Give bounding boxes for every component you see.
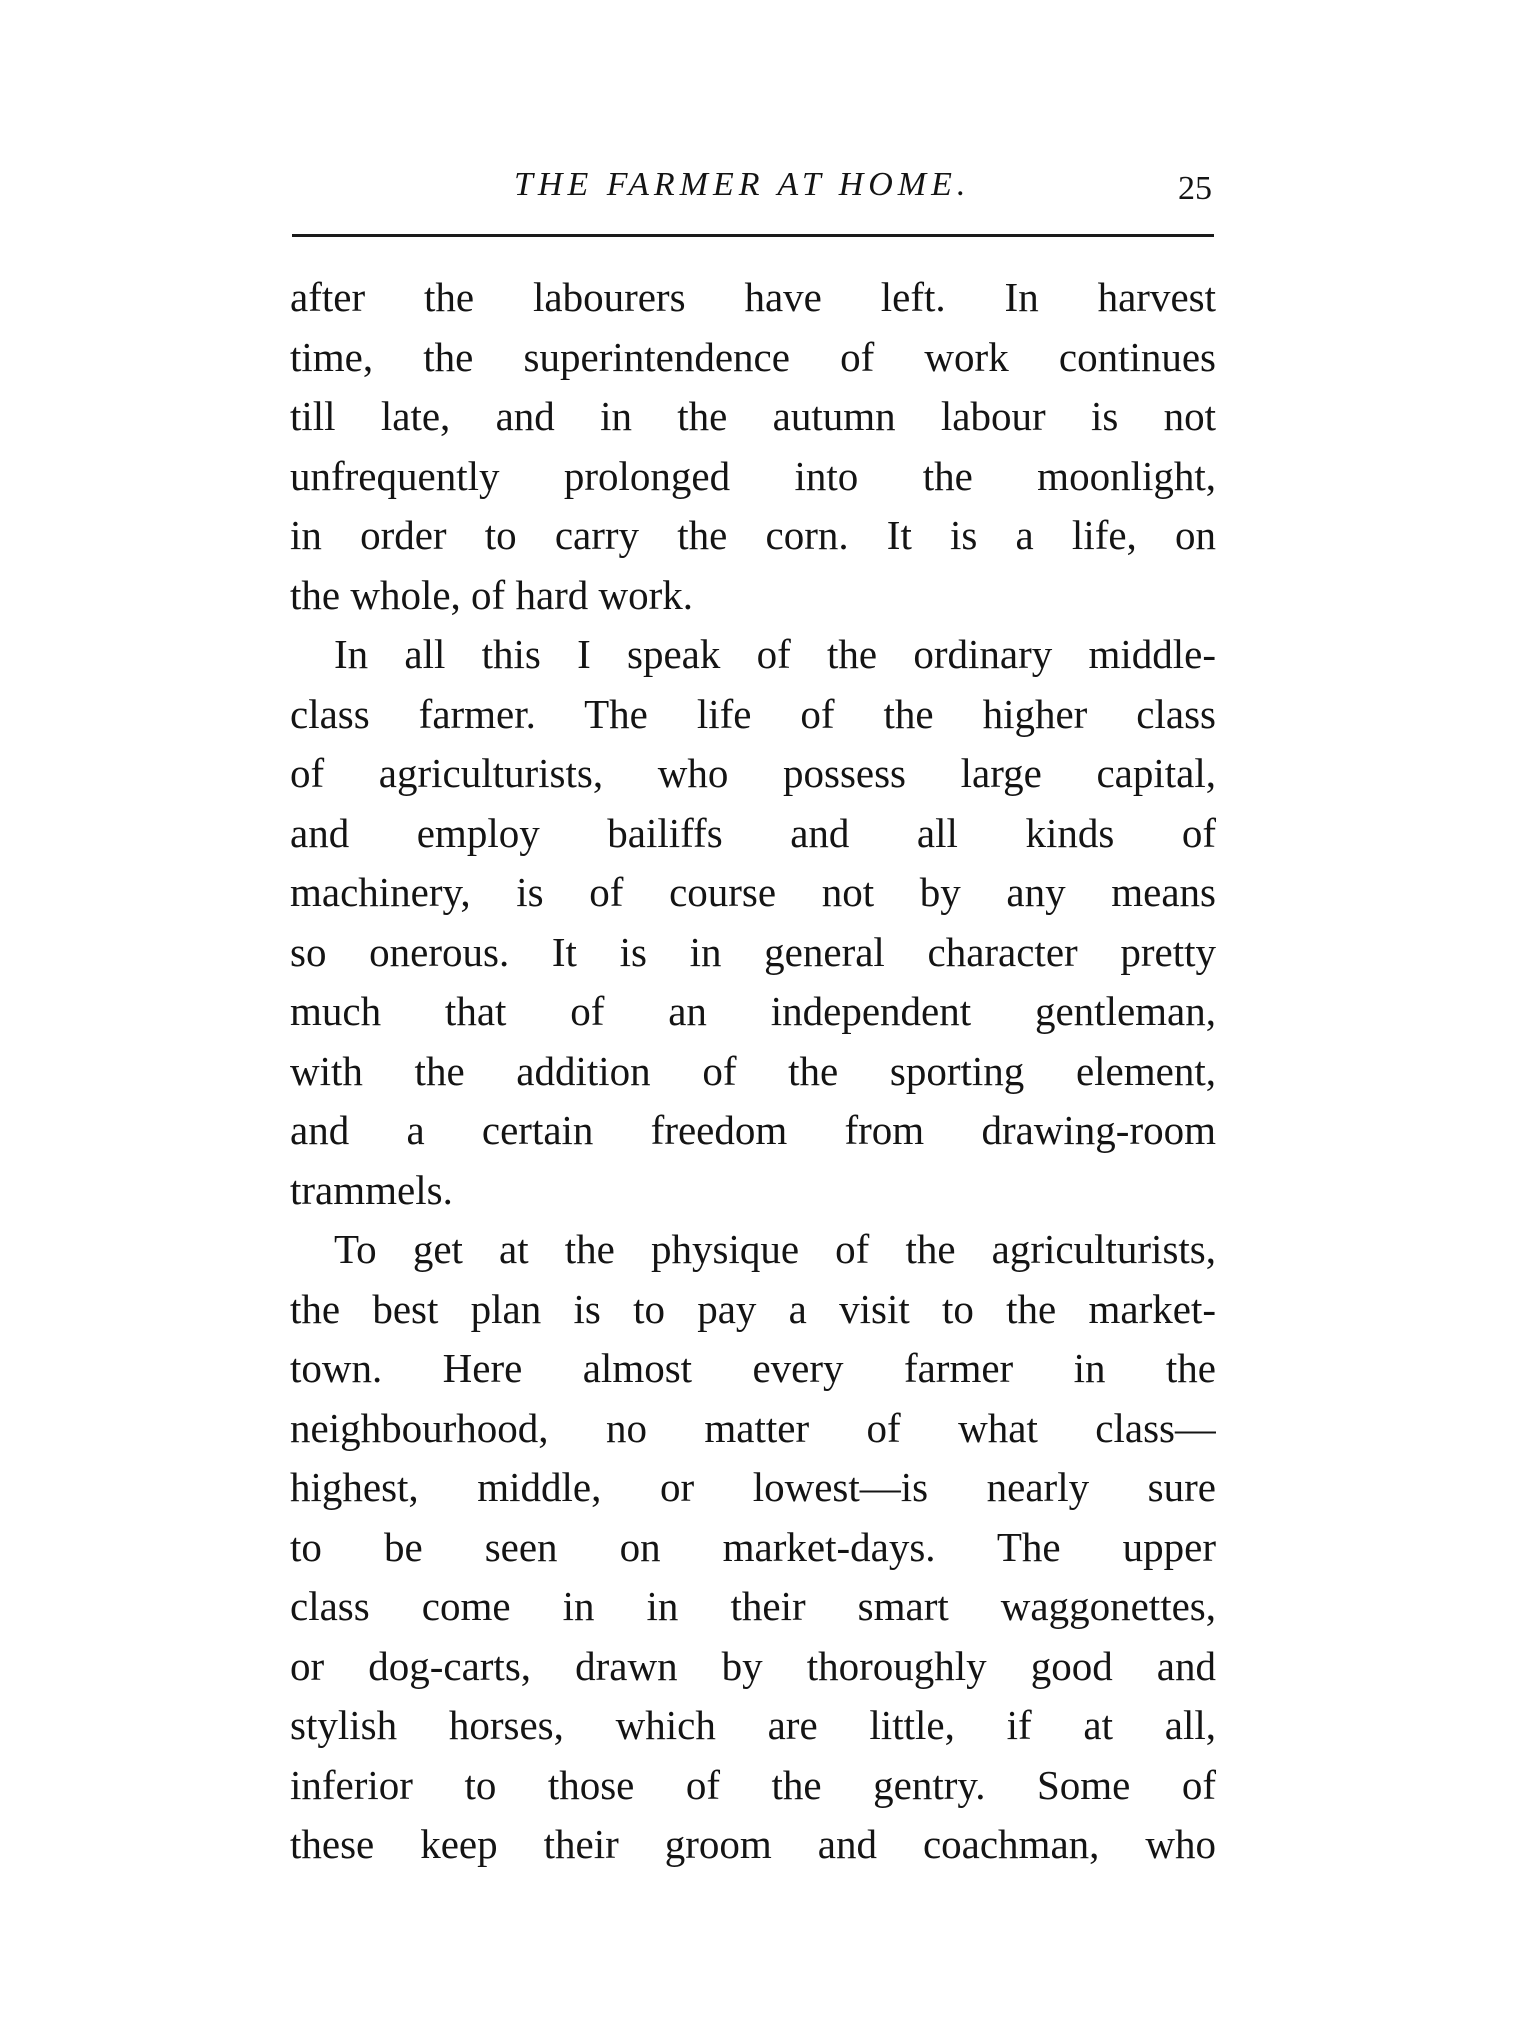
text-line: stylish horses, which are little, if at all, [290, 1702, 1216, 1748]
text-line: neighbourhood, no matter of what class— [290, 1404, 1216, 1451]
text-line: the whole, of hard work. [290, 571, 694, 618]
text-line: class come in in their smart waggonettes, [290, 1583, 1216, 1629]
text-line: To get at the physique of the agriculturists, [334, 1226, 1216, 1272]
text-line: highest, middle, or lowest—is nearly sure [290, 1464, 1216, 1510]
text-line: of agriculturists, who possess large capital, [290, 750, 1216, 796]
text-line: much that of an independent gentleman, [290, 988, 1216, 1034]
running-head [290, 166, 1220, 216]
text-line: so onerous. It is in general character pretty [290, 928, 1216, 975]
text-line: after the labourers have left. In harvest [290, 274, 1216, 320]
text-line: In all this I speak of the ordinary middle- [334, 631, 1216, 677]
text-line: unfrequently prolonged into the moonlight, [290, 452, 1216, 499]
text-line: machinery, is of course not by any means [290, 869, 1216, 915]
text-line: class farmer. The life of the higher class [290, 690, 1216, 737]
text-line: till late, and in the autumn labour is not [290, 393, 1216, 439]
running-title: THE FARMER AT HOME. [514, 166, 971, 203]
page-number: 25 [1178, 170, 1212, 207]
text-line: with the addition of the sporting element, [290, 1047, 1216, 1094]
text-line: trammels. [290, 1166, 453, 1213]
text-line: these keep their groom and coachman, who [290, 1821, 1216, 1867]
text-line: town. Here almost every farmer in the [290, 1345, 1216, 1391]
text-line: time, the superintendence of work continues [290, 333, 1216, 380]
text-line: and a certain freedom from drawing-room [290, 1107, 1216, 1153]
text-line: the best plan is to pay a visit to the market- [290, 1285, 1216, 1332]
body-text [290, 268, 1216, 1875]
text-line: to be seen on market-days. The upper [290, 1523, 1216, 1570]
text-line: inferior to those of the gentry. Some of [290, 1761, 1216, 1808]
text-line: in order to carry the corn. It is a life, on [290, 512, 1216, 558]
header-rule [292, 234, 1214, 237]
text-line: or dog-carts, drawn by thoroughly good and [290, 1642, 1216, 1689]
text-line: and employ bailiffs and all kinds of [290, 809, 1216, 856]
